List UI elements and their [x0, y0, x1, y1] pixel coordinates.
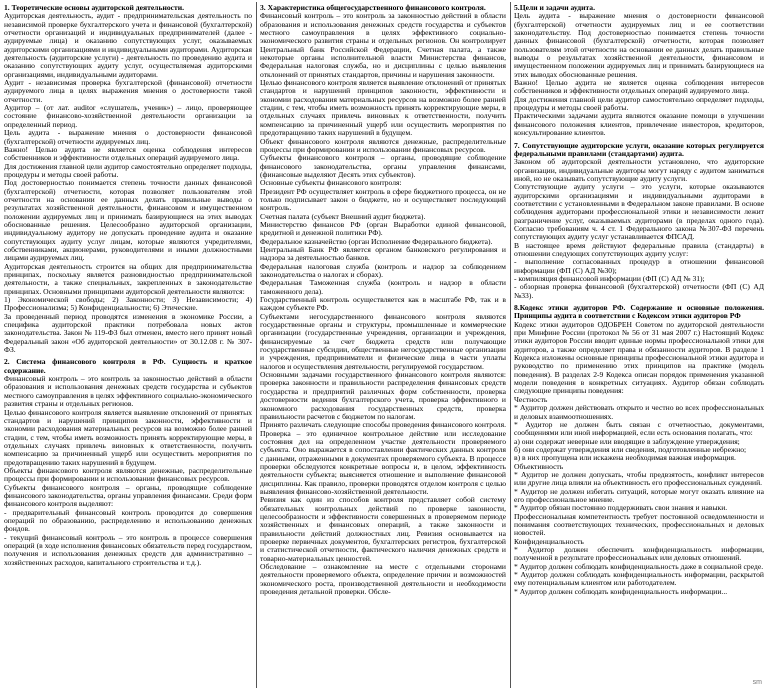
paragraph: В настоящее время действуют федеральные правила (стандарты) в отношении следующих сопутствующих аудиту услуг: [514, 240, 764, 258]
paragraph: - текущий финансовый контроль – это контроль в процессе совершения операций (в ходе исполнения финансовых обязательств перед государством, получения и использования денежных средств для административно – хозяйственных расходов, капитального строительства и т.д.). [4, 532, 252, 567]
paragraph: Практическими задачами аудита являются оказание помощи в улучшении финансового положения клиентов, привлечение инвесторов, кредиторов, консультирование клиентов. [514, 111, 764, 138]
paragraph: Цель аудита - выражение мнения о достоверности финансовой (бухгалтерской) отчетности аудируемых лиц и ее соответствии законодательству. Под достоверностью понимается степень точности данных финансовой (бухгалтерской) отчетности, которая позволяет пользователям этой отчетности на основании ее данных делать правильные выводы о результатах хозяйственной деятельности, финансовом и имущественном положении аудируемых лиц и принимать базирующиеся на этих выводах обоснованные решения. [514, 11, 764, 79]
section-heading: 2. Система финансового контроля в РФ. Сущность и краткое содержание. [4, 357, 252, 375]
paragraph: Счетная палата (субъект Внешний аудит бюджета). [260, 211, 426, 221]
paragraph: Цель аудита - выражение мнения о достоверности финансовой (бухгалтерской) отчетности аудируемых лиц. [4, 128, 252, 146]
paragraph: Кодекс этики аудиторов ОДОБРЕН Советом по аудиторской деятельности при Минфине России (протокол № 56 от 31 мая 2007 г.) Настоящий Кодекс этики аудиторов России вводит единые нормы профессиональной этики для аудиторов, а также определяет права и обязанности аудиторов. В разделе 1 Кодекса изложены основные принципы профессиональной этики аудитора и руководство по применению этих принципов на практике (модель поведения). В разделах 2-9 Кодекса описан порядок применения указанной модели поведения в конкретных ситуациях. Аудитор обязан соблюдать следующие принципы поведения: [514, 319, 764, 396]
paragraph: Объективность [514, 461, 564, 471]
paragraph: Аудиторская деятельность строится на общих для предпринимательства принципах, поскольку является разновидностью предпринимательской деятельности, а также специальных, закрепленных в законодательстве принципах. Основными принципами аудиторской деятельности являются: [4, 261, 252, 296]
paragraph: Важно! Целью аудита не является оценка соблюдения интересов собственников и эффективности отдельных операций аудируемого лица. [4, 144, 252, 163]
column-divider [256, 2, 257, 688]
paragraph: Субъекты финансового контроля – органы, проводящие соблюдение финансового законодательства, органы управления финансами. Среди форм финансового контроля выделяют: [4, 482, 252, 509]
paragraph: Министерство финансов РФ (орган Выработки единой финансовой, кредитной и денежной политики РФ). [260, 219, 506, 238]
paragraph: Объект финансового контроля являются денежные, распределительные процессы при формировании и использовании финансовых ресурсов. [260, 136, 506, 154]
paragraph: Законом об аудиторской деятельности установлено, что аудиторские организации, индивидуальные аудиторы могут наряду с аудитом заниматься иной, но не оказывать сопутствующие аудиту услуги. [514, 157, 764, 183]
paragraph: Для достижения главной цели аудитор самостоятельно определяет подходы, процедуры и методы своей работы. [514, 94, 764, 113]
paragraph: Аудиторская деятельность, аудит - предпринимательская деятельность по независимой проверке бухгалтерского учета и финансовой (бухгалтерской) отчетности организаций и индивидуальных предпринимателей (далее - аудируемые лица) и оказанию сопутствующих услуг, оказываемых аудиторскими организациями и индивидуальными аудиторами. Аудиторская деятельность (аудиторские услуги) - деятельность по проведению аудита и оказанию сопутствующих аудиту услуг, осуществляемая аудиторскими организациями, индивидуальными аудиторами. [4, 11, 252, 79]
paragraph: * Аудитор обязан постоянно поддерживать свои знания и навыки. [514, 503, 728, 513]
paragraph: Под достоверностью понимается степень точности данных финансовой (бухгалтерской) отчетности, которая позволяет пользователям этой отчетности на основании ее данных делать правильные выводы о результатах хозяйственной деятельности, финансовом и имущественном положении аудируемых лиц и принимать базирующиеся на этих выводах обоснованные решения. Целесообразно аудиторской организации, индивидуальному аудитору не допускать проведение аудита и оказание сопутствующих аудиту услуг лицам, которые являются учредителями, собственниками, акционерами, руководителями и иными должностными лицами аудируемых лиц. [4, 178, 252, 263]
paragraph: Президент РФ осуществляет контроль в сфере бюджетного процесса, он не только подписывает закон о бюджете, но и осуществляет последующий контроль. [260, 186, 506, 213]
section-heading: 1. Теоретические основы аудиторской деятельности. [4, 4, 185, 12]
paragraph: Профессиональная компетентность требует постоянной осведомленности и понимания соответствующих технических, профессиональных и деловых новостей. [514, 511, 764, 538]
paragraph: Объекты финансового контроля являются денежные, распределительные процессы при формировании и использовании финансовых ресурсов. [4, 465, 252, 484]
paragraph: Аудитор – (от лат. auditor «слушатель, ученик») – лицо, проверяющее состояние финансово-хозяйственной деятельности организации за определенный период. [4, 103, 252, 129]
column-right [514, 4, 764, 686]
paragraph: а) они содержат неверные или вводящие в заблуждение утверждения; [514, 436, 740, 446]
paragraph: Финансовый контроль – это контроль за законностью действий в области образования и использования денежных средств государства и субъектов местного самоуправления в целях эффективного социально-экономического развития страны и отдельных регионов. Он контролирует Центральный банк Российской Федерации, Счетная палата, а также некоторые органы исполнительной власти Министерства финансов, Федеральная налоговая служба, но и дисциплины с целью выявления отклонений от принятых стандартов, причины и нарушения законности. [260, 11, 506, 79]
paragraph: * Аудитор не должен быть связан с отчетностью, документами, сообщениями или иной информацией, если есть основания полагать, что: [514, 419, 764, 438]
paragraph: * Аудитор должен соблюдать конфиденциальность даже в социальной среде. [514, 561, 764, 571]
paragraph: Финансовый контроль – это контроль за законностью действий в области образования и использования денежных средств государства и субъектов местного самоуправления в целях эффективного социально-экономического развития страны и отдельных регионов. [4, 374, 252, 409]
paragraph: Ревизия как один из способов контроля представляет собой систему обязательных контрольных действий по проверке законности, целесообразности и эффективности совершенных в проверяемом периоде хозяйственных и финансовых операций, а также законности и правильности действий должностных лиц. Ревизия основывается на проверке первичных документов, бухгалтерских регистров, бухгалтерской и статистической отчетности, фактического наличия денежных средств и товарно-материальных ценностей. [260, 495, 506, 563]
section-heading: 3. Характеристика общегосударственного финансового контроля. [260, 4, 486, 12]
paragraph: Основные субъекты финансового контроля: [260, 178, 402, 188]
paragraph: - выполнение согласованных процедур в отношении финансовой информации (ФП (С) АД №30); [514, 257, 764, 275]
paragraph: Федеральное казначейство (орган Исполнение Федерального бюджета). [260, 236, 493, 246]
column-left [4, 4, 252, 686]
paragraph: * Аудитор не должен допускать, чтобы предвзятость, конфликт интересов или другие лица влияли на объективность его профессиональных суждений. [514, 469, 764, 488]
section-heading: 7. Сопутствующие аудиторские услуги, оказание которых регулируется федеральными правилами (стандартами) аудита. [514, 140, 764, 158]
paragraph: Проверка – это единичное контрольное действие или исследование состояния дел на определенном участке деятельности проверяемого субъекта. Оно выражается в сопоставлении фактических данных контроля с данными, отраженными в документах проверяемого субъекта. В процессе проверки обследуются конкретные вопросы и, в целом, эффективность деятельности субъекта; выясняется отношение и выполнение финансовой дисциплины. Как правило, проверки проводятся отделом контроля с целью выявления финансово-хозяйственной деятельности. [260, 428, 506, 496]
section-heading: 8.Кодекс этики аудиторов РФ. Содержание и основные положения. Принципы аудита в соответствии с Кодексом этики аудиторов РФ [514, 303, 764, 321]
paragraph: Важно! Целью аудита не является оценка соблюдения интересов собственников и эффективности отдельных операций аудируемого лица. [514, 78, 764, 96]
paragraph: - обзорная проверка финансовой (бухгалтерской) отчетности (ФП (С) АД №33). [514, 282, 764, 300]
paragraph: - компиляция финансовой информации (ФП (С) АД № 31); [514, 274, 705, 283]
paragraph: Конфиденциальность [514, 536, 584, 546]
paragraph: б) они содержат утверждения или сведения, подготовленные небрежно; [514, 444, 747, 454]
section-heading: 5.Цели и задачи аудита. [514, 4, 595, 12]
paragraph: За проведенный период проводятся изменения в экономике России, а специфика аудиторской практики потребовала новых актов законодательства. Закон № 119-ФЗ был отменен, вместо него принят новый Федеральный закон «Об аудиторской деятельности» от 30.12.08 г. № 307-ФЗ. [4, 311, 252, 355]
paragraph: Федеральная налоговая служба (контроль и надзор за соблюдением законодательства о налогах и сборах). [260, 261, 506, 279]
paragraph: Честность [514, 394, 548, 404]
paragraph: 1) Экономической свободы; 2) Законности; 3) Независимости; 4) Профессионализма; 5) Конфиденциальности; 6) Этические. [4, 295, 252, 313]
paragraph: Федеральная Таможенная служба (контроль и надзор в области таможенного дела). [260, 278, 506, 296]
paragraph: Обследование – ознакомление на месте с отдельными сторонами деятельности проверяемого объекта, определение причин и возможностей экономического роста, производственной деятельности и необходимости проведения детальной проверки. Обсле- [260, 562, 506, 597]
paragraph: Субъектами негосударственного финансового контроля являются государственные органы и структуры, промышленные и коммерческие организации (государственные учреждения, организации и учреждения, финансируемые за счет бюджета средств или получающие государственные субсидии, общественные негосударственные организации и учреждения, предприниматели и физические лица в части уплаты налогов и осуществления деятельности, регулируемой государством. [260, 311, 506, 371]
paragraph: Центральный Банк РФ является органом банковского регулирования и надзора за деятельностью банков. [260, 244, 506, 263]
paragraph: Субъекты финансового контроля – органы, проводящие соблюдение финансового законодательства, органы управления финансами, (финансовые выделяют Десять этих субъектов). [260, 153, 506, 179]
paragraph: Целью финансового контроля является выявление отклонений от принятых стандартов и нарушений принципов законности, эффективности и экономии расходования материальных ресурсов на возможно более ранней стадии, с тем, чтобы иметь возможность принять корректирующие меры, в отдельных случаях привлечь виновных к ответственности, получить компенсацию за причиненный ущерб или осуществить мероприятия по предотвращению таких нарушений в будущем. [260, 78, 506, 138]
paragraph: в) в них пропущена или искажена необходимая важная информация. [514, 453, 736, 463]
paragraph: Принято различать следующие способы проведения финансового контроля. [260, 420, 506, 430]
paragraph: * Аудитор не должен избегать ситуаций, которые могут оказать влияние на его профессиональное мнение. [514, 486, 764, 504]
paragraph: Основными задачами государственного финансового контроля являются: проверка законности и правильности распределения финансовых средств государства и предприятий различных форм собственности, проверка достоверности ведения бухгалтерского учета, проверка эффективного и экономного расходования государственных средств, проверка правильности расчетов с бюджетом по налогам. [260, 370, 506, 421]
watermark: sm [752, 679, 762, 686]
column-middle [260, 4, 506, 686]
paragraph: Для достижения главной цели аудитор самостоятельно определяет подходы, процедуры и методы своей работы. [4, 161, 252, 179]
paragraph: - предварительный финансовый контроль проводится до совершения операций по образованию, распределению и использованию денежных фондов. [4, 507, 252, 534]
paragraph: Сопутствующие аудиту услуги – это услуги, которые оказываются аудиторскими организациями и индивидуальными аудиторами в соответствии с установленными в Федеральном законе правилами. В основе соблюдения аудиторами профессиональной этики и независимости лежит разграничение услуг, оказываемых аудиторами (в пределах одного года). Согласно требованиям ч. 4 ст. 1 Федерального закона №307-ФЗ перечень сопутствующих аудиту услуг устанавливается ФПСАД. [514, 182, 764, 242]
paragraph: * Аудитор должен соблюдать конфиденциальность информации... [514, 586, 728, 596]
column-divider [510, 2, 511, 688]
paragraph: * Аудитор должен действовать открыто и честно во всех профессиональных и деловых взаимоотношениях. [514, 403, 764, 421]
paragraph: * Аудитор должен соблюдать конфиденциальность информации, раскрытой ему потенциальным клиентом или работодателем. [514, 570, 764, 588]
paragraph: * Аудитор должен обеспечить конфиденциальность информации, полученной в результате профессиональных или деловых отношений. [514, 545, 764, 563]
paragraph: Аудит - независимая проверка бухгалтерской (финансовой) отчетности аудируемого лица в целях выражения мнения о достоверности такой отчетности. [4, 78, 252, 104]
paragraph: Целью финансового контроля является выявление отклонений от принятых стандартов и нарушений принципов законности, эффективности и экономии расходования материальных ресурсов на возможно более ранней стадии, с тем, чтобы иметь возможность принять корректирующие меры, в отдельных случаях привлечь виновных к ответственности, получить компенсацию за причиненный ущерб или осуществить мероприятия по предотвращению таких нарушений в будущем. [4, 407, 252, 467]
paragraph: Государственный контроль осуществляется как в масштабе РФ, так и в каждом субъекте РФ. [260, 295, 506, 313]
